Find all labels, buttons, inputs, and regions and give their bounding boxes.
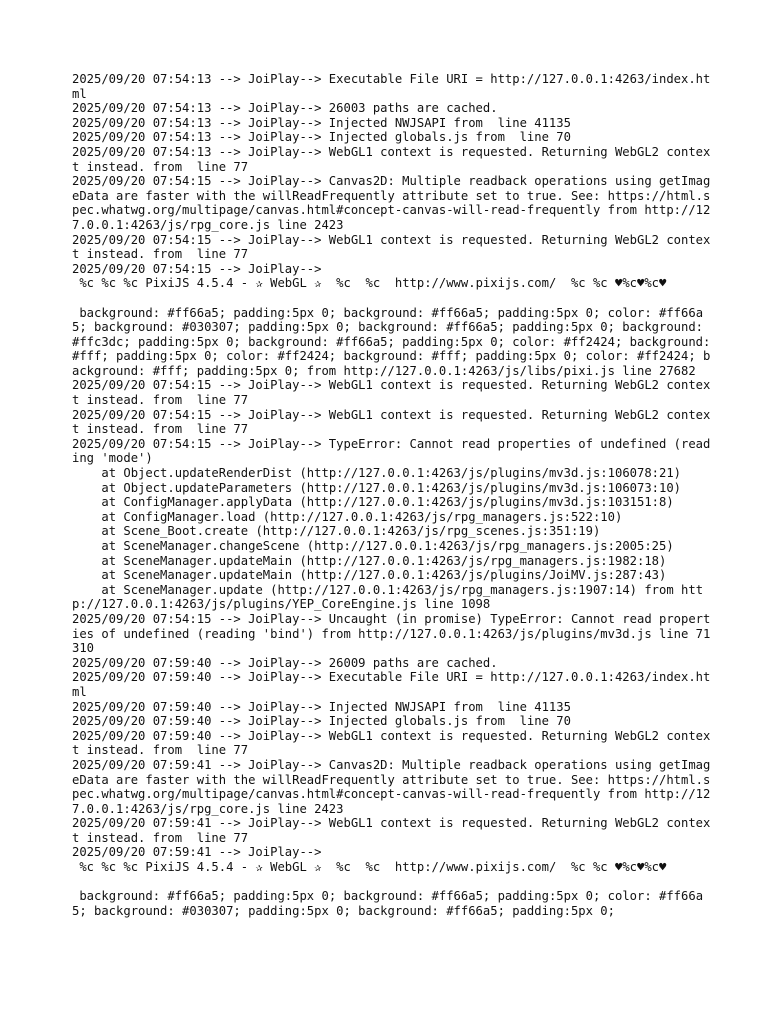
log-line: 2025/09/20 07:59:40 --> JoiPlay--> Injected globals.js from line 70	[72, 714, 571, 729]
log-line: 2025/09/20 07:54:13 --> JoiPlay--> Executable File URI = http://127.0.0.1:4263/index.html	[72, 72, 711, 101]
log-line: 2025/09/20 07:54:13 --> JoiPlay--> Injected globals.js from line 70	[72, 130, 571, 145]
log-line: 2025/09/20 07:59:40 --> JoiPlay--> Executable File URI = http://127.0.0.1:4263/index.html	[72, 670, 711, 699]
log-document	[72, 72, 712, 918]
log-line: 2025/09/20 07:54:13 --> JoiPlay--> WebGL1 context is requested. Returning WebGL2 context instead. from line 77	[72, 144, 711, 174]
log-line: 2025/09/20 07:54:15 --> JoiPlay--> WebGL1 context is requested. Returning WebGL2 context instead. from line 77	[72, 407, 711, 437]
log-line: 2025/09/20 07:54:15 --> JoiPlay--> Uncaught (in promise) TypeError: Cannot read properties of undefined (reading 'bind') from http://127.0.0.1:4263/js/plugins/mv3d.js line 71310	[72, 611, 711, 656]
log-line: 2025/09/20 07:59:40 --> JoiPlay--> 26009 paths are cached.	[72, 655, 498, 670]
log-line: 2025/09/20 07:59:41 --> JoiPlay--> %c %c %c PixiJS 4.5.4 - ✰ WebGL ✰ %c %c http://www.pixijs.com/ %c %c ♥%c♥%c♥ background: #ff66a5; padding:5px 0; background: #ff66a5; padding:5px 0; color: #ff66a5; background: #030307; padding:5px 0; background: #ff66a5; padding:5px 0;	[72, 845, 704, 918]
log-line: 2025/09/20 07:54:15 --> JoiPlay--> %c %c %c PixiJS 4.5.4 - ✰ WebGL ✰ %c %c http://www.pixijs.com/ %c %c ♥%c♥%c♥ background: #ff66a5; padding:5px 0; background: #ff66a5; padding:5px 0; color: #ff66a5; background: #030307; padding:5px 0; background: #ff66a5; padding:5px 0; background: #ffc3dc; padding:5px 0; background: #ff66a5; padding:5px 0; color: #ff2424; background: #fff; padding:5px 0; color: #ff2424; background: #fff; padding:5px 0; color: #ff2424; background: #fff; padding:5px 0; from http://127.0.0.1:4263/js/libs/pixi.js line 27682	[72, 261, 711, 378]
log-line: 2025/09/20 07:59:41 --> JoiPlay--> Canvas2D: Multiple readback operations using getImageData are faster with the willReadFrequently attribute set to true. See: https://html.spec.whatwg.org/multipage/canvas.html#concept-canvas-will-read-frequently from http://127.0.0.1:4263/js/rpg_core.js line 2423	[72, 757, 711, 816]
log-line: 2025/09/20 07:54:13 --> JoiPlay--> 26003 paths are cached.	[72, 101, 498, 116]
log-line: 2025/09/20 07:59:41 --> JoiPlay--> WebGL1 context is requested. Returning WebGL2 context instead. from line 77	[72, 816, 711, 845]
log-line: 2025/09/20 07:54:15 --> JoiPlay--> WebGL1 context is requested. Returning WebGL2 context instead. from line 77	[72, 232, 711, 262]
log-line: 2025/09/20 07:54:15 --> JoiPlay--> TypeError: Cannot read properties of undefined (reading 'mode') at Object.updateRenderDist (http://127.0.0.1:4263/js/plugins/mv3d.js:106078:21) at Object.updateParameters (http://127.0.0.1:4263/js/plugins/mv3d.js:106073:10) at ConfigManager.applyData (http://127.0.0.1:4263/js/plugins/mv3d.js:103151:8) at ConfigManager.load (http://127.0.0.1:4263/js/rpg_managers.js:522:10) at Scene_Boot.create (http://127.0.0.1:4263/js/rpg_scenes.js:351:19) at SceneManager.changeScene (http://127.0.0.1:4263/js/rpg_managers.js:2005:25) at SceneManager.updateMain (http://127.0.0.1:4263/js/rpg_managers.js:1982:18) at SceneManager.updateMain (http://127.0.0.1:4263/js/plugins/JoiMV.js:287:43) at SceneManager.update (http://127.0.0.1:4263/js/rpg_managers.js:1907:14) from http://127.0.0.1:4263/js/plugins/YEP_CoreEngine.js line 1098	[72, 436, 711, 612]
log-line: 2025/09/20 07:59:40 --> JoiPlay--> Injected NWJSAPI from line 41135	[72, 699, 571, 714]
log-line: 2025/09/20 07:54:15 --> JoiPlay--> Canvas2D: Multiple readback operations using getImageData are faster with the willReadFrequently attribute set to true. See: https://html.spec.whatwg.org/multipage/canvas.html#concept-canvas-will-read-frequently from http://127.0.0.1:4263/js/rpg_core.js line 2423	[72, 174, 711, 232]
log-line: 2025/09/20 07:54:13 --> JoiPlay--> Injected NWJSAPI from line 41135	[72, 115, 571, 130]
log-line: 2025/09/20 07:59:40 --> JoiPlay--> WebGL1 context is requested. Returning WebGL2 context instead. from line 77	[72, 728, 711, 758]
log-line: 2025/09/20 07:54:15 --> JoiPlay--> WebGL1 context is requested. Returning WebGL2 context instead. from line 77	[72, 378, 711, 408]
